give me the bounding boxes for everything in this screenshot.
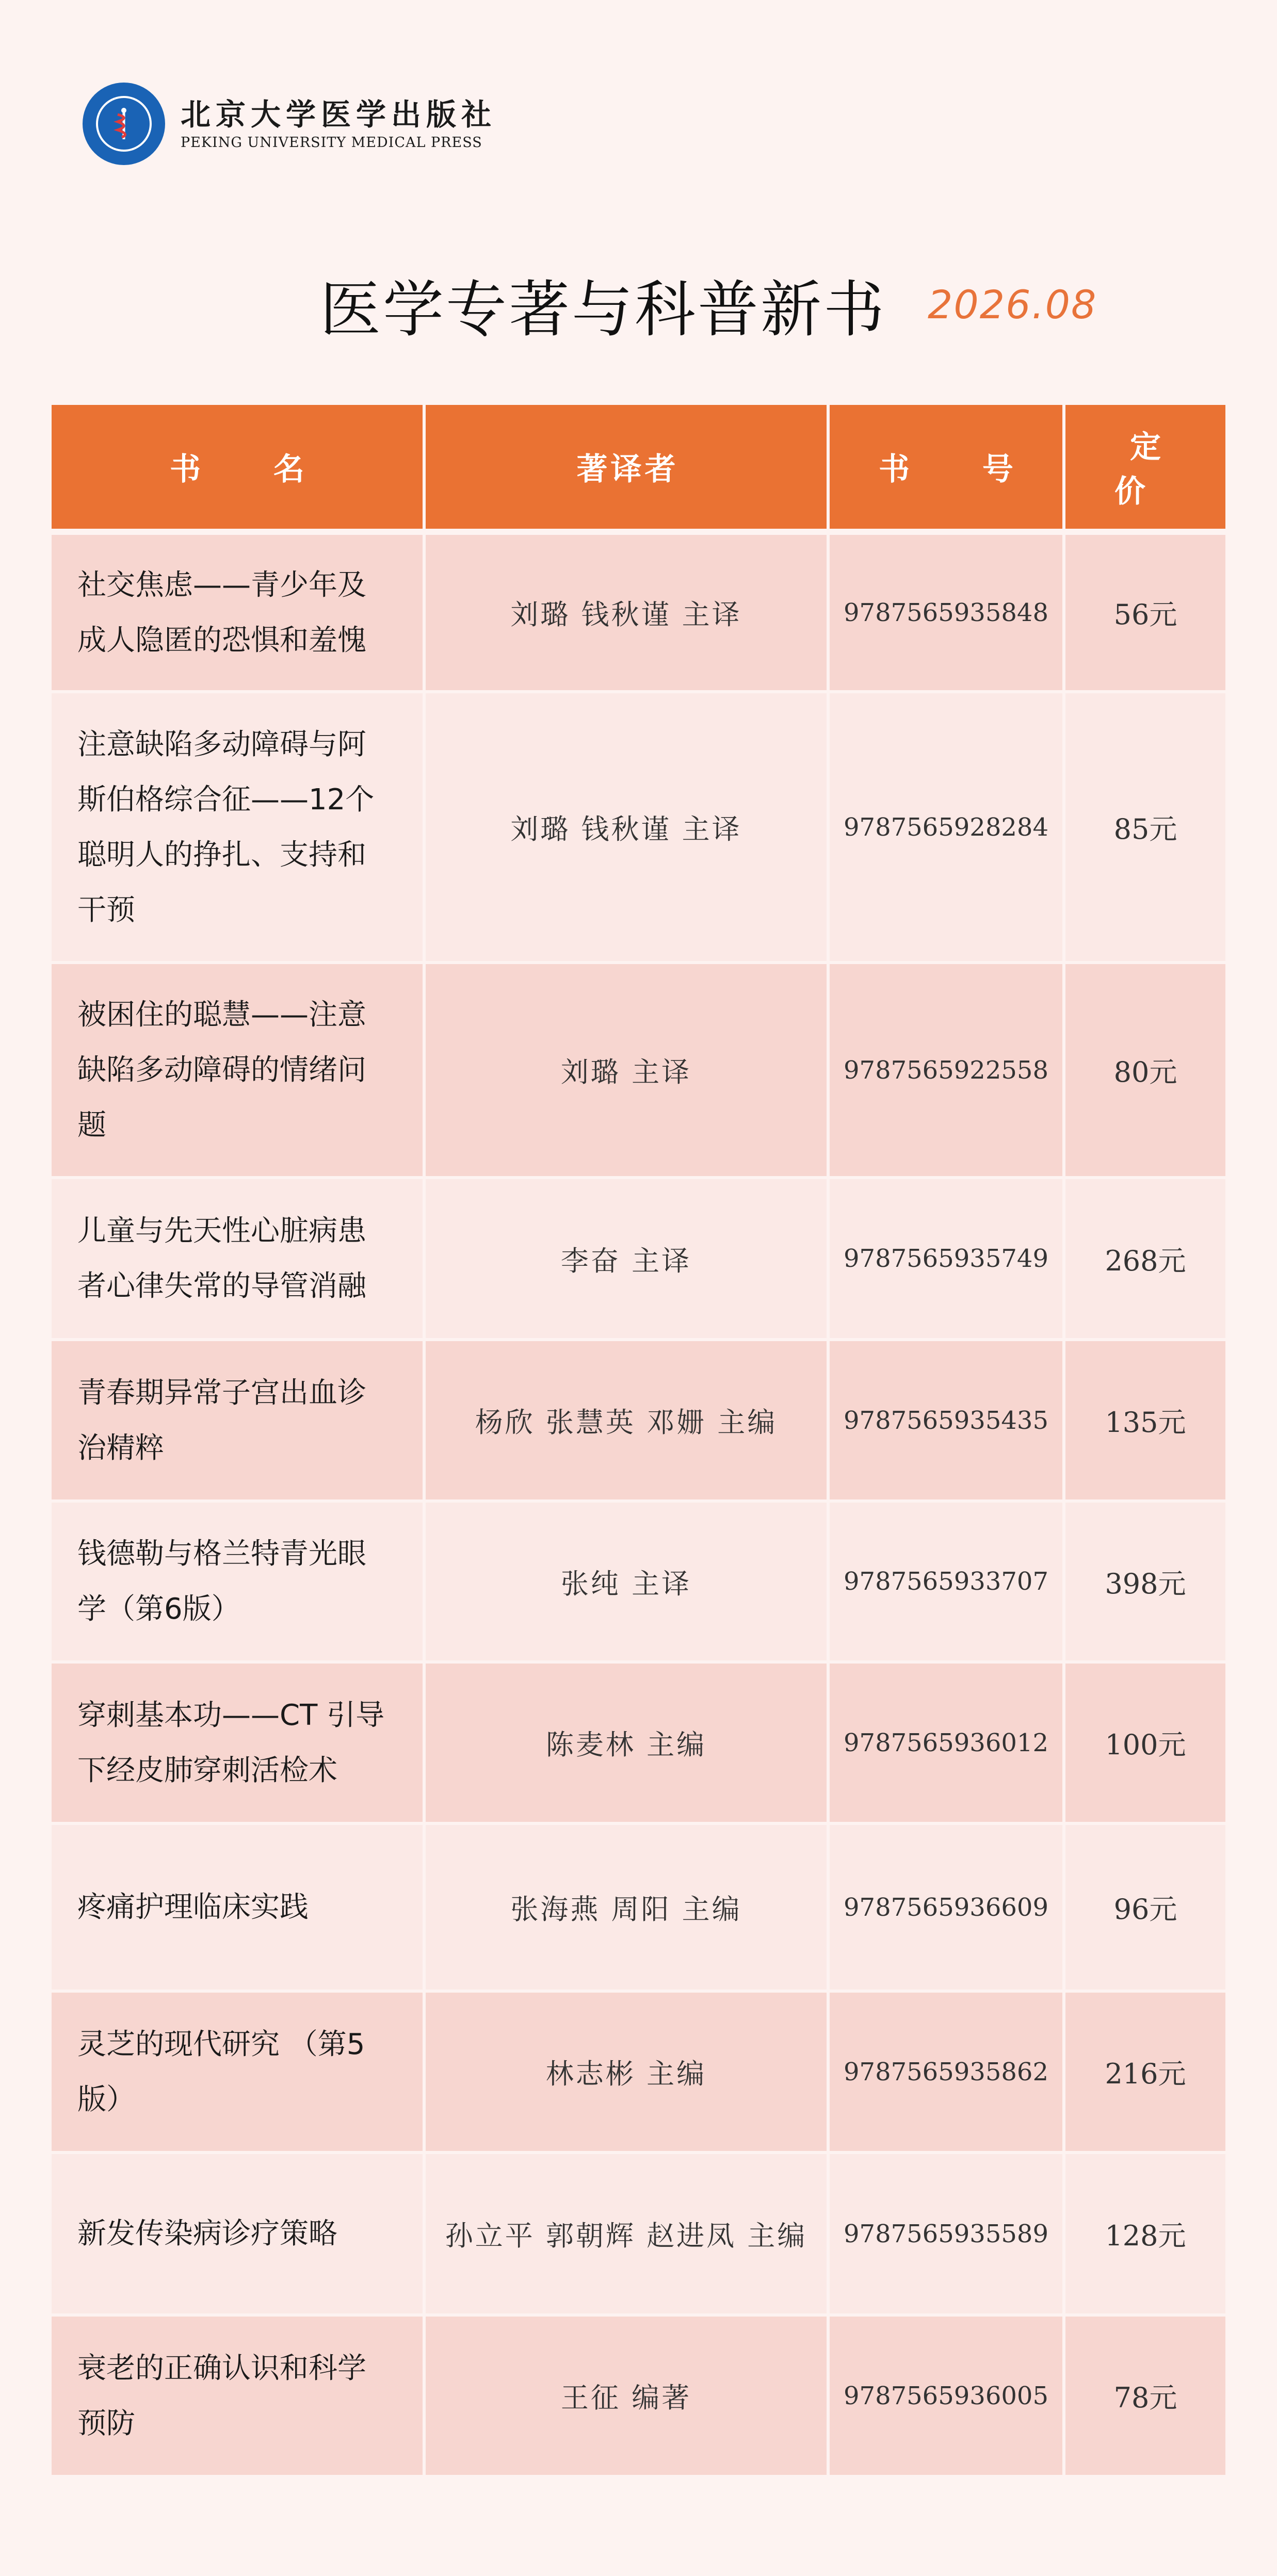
book-price: 56元 (1064, 532, 1225, 692)
table-row (52, 963, 1225, 1178)
book-price: 268元 (1064, 1178, 1225, 1340)
book-author: 张纯 主译 (424, 1501, 828, 1662)
table-row (52, 1662, 1225, 1823)
table-row (52, 2153, 1225, 2315)
table-row (52, 532, 1225, 692)
book-isbn: 9787565922558 (828, 963, 1064, 1178)
title-row (320, 260, 1097, 348)
book-title: 注意缺陷多动障碍与阿斯伯格综合征——12个聪明人的挣扎、支持和干预 (52, 692, 424, 963)
book-price: 216元 (1064, 1991, 1225, 2153)
book-isbn: 9787565935848 (828, 532, 1064, 692)
book-isbn: 9787565936609 (828, 1823, 1064, 1991)
book-isbn: 9787565936012 (828, 1662, 1064, 1823)
book-isbn: 9787565935435 (828, 1340, 1064, 1501)
book-title: 被困住的聪慧——注意缺陷多动障碍的情绪问题 (52, 963, 424, 1178)
publisher-name-en: PEKING UNIVERSITY MEDICAL PRESS (181, 135, 482, 151)
book-author: 孙立平 郭朝辉 赵进凤 主编 (424, 2153, 828, 2315)
book-price: 85元 (1064, 692, 1225, 963)
book-isbn: 9787565935589 (828, 2153, 1064, 2315)
book-title: 穿刺基本功——CT 引导下经皮肺穿刺活检术 (52, 1662, 424, 1823)
book-author: 杨欣 张慧英 邓姗 主编 (424, 1340, 828, 1501)
book-title: 钱德勒与格兰特青光眼学（第6版） (52, 1501, 424, 1662)
table-row (52, 1823, 1225, 1991)
book-price: 398元 (1064, 1501, 1225, 1662)
table-row (52, 1340, 1225, 1501)
book-price: 135元 (1064, 1340, 1225, 1501)
table-row (52, 1991, 1225, 2153)
issue-date: 2026.08 (928, 281, 1097, 328)
book-title: 新发传染病诊疗策略 (52, 2153, 424, 2315)
book-author: 刘璐 主译 (424, 963, 828, 1178)
book-table (52, 405, 1225, 2478)
book-title: 青春期异常子宫出血诊治精粹 (52, 1340, 424, 1501)
table-row (52, 692, 1225, 963)
publisher-logo (83, 83, 165, 165)
book-price: 96元 (1064, 1823, 1225, 1991)
table-row (52, 1178, 1225, 1340)
table-row (52, 2315, 1225, 2476)
book-author: 王征 编著 (424, 2315, 828, 2476)
header-price: 定 价 (1064, 405, 1225, 532)
page-title: 医学专著与科普新书 (320, 274, 887, 345)
book-title: 儿童与先天性心脏病患者心律失常的导管消融 (52, 1178, 424, 1340)
header-title: 书 名 (52, 405, 424, 532)
book-author: 林志彬 主编 (424, 1991, 828, 2153)
book-title: 社交焦虑——青少年及成人隐匿的恐惧和羞愧 (52, 532, 424, 692)
book-isbn: 9787565936005 (828, 2315, 1064, 2476)
book-isbn: 9787565935862 (828, 1991, 1064, 2153)
table-row (52, 1501, 1225, 1662)
book-author: 张海燕 周阳 主编 (424, 1823, 828, 1991)
book-price: 128元 (1064, 2153, 1225, 2315)
publisher-name (181, 95, 496, 152)
book-title: 衰老的正确认识和科学预防 (52, 2315, 424, 2476)
publisher-name-cn: 北京大学医学出版社 (181, 97, 497, 132)
header-isbn: 书 号 (828, 405, 1064, 532)
book-isbn: 9787565935749 (828, 1178, 1064, 1340)
book-author: 陈麦林 主编 (424, 1662, 828, 1823)
book-price: 80元 (1064, 963, 1225, 1178)
book-price: 78元 (1064, 2315, 1225, 2476)
caduceus-icon (106, 106, 141, 141)
book-title: 疼痛护理临床实践 (52, 1823, 424, 1991)
book-author: 刘璐 钱秋谨 主译 (424, 532, 828, 692)
book-title: 灵芝的现代研究 （第5版） (52, 1991, 424, 2153)
book-author: 刘璐 钱秋谨 主译 (424, 692, 828, 963)
book-isbn: 9787565928284 (828, 692, 1064, 963)
book-price: 100元 (1064, 1662, 1225, 1823)
book-isbn: 9787565933707 (828, 1501, 1064, 1662)
publisher-header (83, 83, 496, 165)
table-header-row (52, 405, 1225, 532)
header-author: 著译者 (424, 405, 828, 532)
book-author: 李奋 主译 (424, 1178, 828, 1340)
